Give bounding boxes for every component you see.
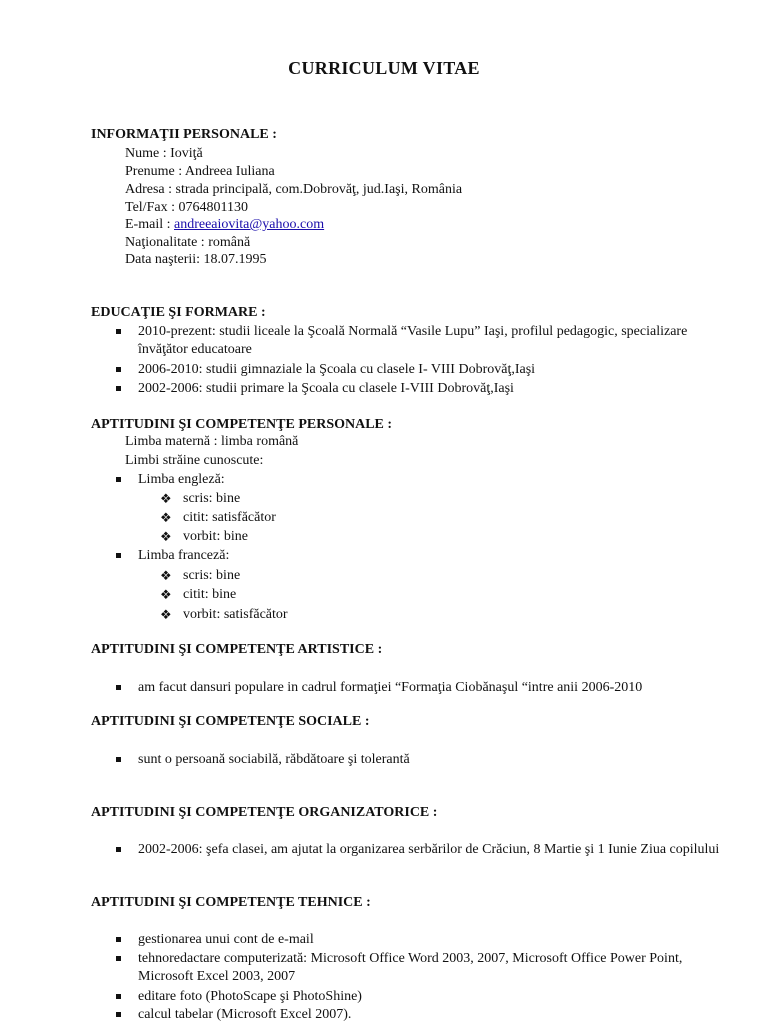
artistic-skills-heading: APTITUDINI ŞI COMPETENŢE ARTISTICE :: [91, 642, 383, 657]
personal-skills-heading: APTITUDINI ŞI COMPETENŢE PERSONALE :: [91, 417, 393, 432]
square-bullet-icon: [116, 847, 121, 852]
social-skills-heading: APTITUDINI ŞI COMPETENŢE SOCIALE :: [91, 714, 370, 729]
list-item: [138, 361, 738, 379]
skill-text: citit: bine: [183, 587, 237, 602]
skill-item: [160, 509, 276, 527]
personal-info-heading: INFORMAŢII PERSONALE :: [91, 127, 277, 142]
language-name: Limba franceză:: [138, 548, 230, 563]
list-item-text: am facut dansuri populare in cadrul formaţiei “Formaţia Ciobănaşul “intre anii 2006-2010: [138, 680, 643, 695]
language-name: Limba engleză:: [138, 472, 225, 487]
square-bullet-icon: [116, 386, 121, 391]
square-bullet-icon: [116, 994, 121, 999]
list-item: [138, 988, 738, 1006]
list-item-text: sunt o persoană sociabilă, răbdătoare şi tolerantă: [138, 752, 410, 767]
list-item: [138, 950, 738, 986]
skill-text: vorbit: bine: [183, 529, 248, 544]
diamond-bullet-icon: ❖: [160, 607, 172, 622]
organizational-skills-heading: APTITUDINI ŞI COMPETENŢE ORGANIZATORICE :: [91, 805, 438, 820]
square-bullet-icon: [116, 956, 121, 961]
list-item-text: tehnoredactare computerizată: Microsoft Office Word 2003, 2007, Microsoft Office Power Point, Microsoft Excel 2003, 2007: [138, 951, 683, 984]
list-item: [138, 841, 738, 859]
square-bullet-icon: [116, 937, 121, 942]
list-item-text: editare foto (PhotoScape şi PhotoShine): [138, 989, 362, 1004]
list-item-text: 2006-2010: studii gimnaziale la Şcoala cu clasele I- VIII Dobrovăţ,Iaşi: [138, 362, 536, 377]
square-bullet-icon: [116, 329, 121, 334]
list-item-text: 2002-2006: studii primare la Şcoala cu clasele I-VIII Dobrovăţ,Iaşi: [138, 381, 514, 396]
list-item: [138, 1006, 738, 1024]
square-bullet-icon: [116, 477, 121, 482]
foreign-languages-label: Limbi străine cunoscute:: [125, 453, 264, 468]
square-bullet-icon: [116, 757, 121, 762]
address-line: Adresa : strada principală, com.Dobrovăţ, jud.Iaşi, România: [125, 182, 463, 197]
skill-item: [160, 586, 237, 604]
education-heading: EDUCAŢIE ŞI FORMARE :: [91, 305, 266, 320]
skill-text: vorbit: satisfăcător: [183, 607, 288, 622]
email-line: [125, 216, 324, 234]
skill-item: [160, 528, 248, 546]
skill-text: scris: bine: [183, 491, 241, 506]
diamond-bullet-icon: ❖: [160, 510, 172, 525]
list-item: [138, 380, 738, 398]
square-bullet-icon: [116, 553, 121, 558]
list-item: [138, 751, 738, 769]
email-link[interactable]: andreeaiovita@yahoo.com: [174, 217, 325, 232]
nationality-line: Naţionalitate : română: [125, 235, 251, 250]
skill-item: [160, 606, 288, 624]
list-item-text: calcul tabelar (Microsoft Excel 2007).: [138, 1007, 352, 1022]
mother-tongue-line: Limba maternă : limba română: [125, 434, 299, 449]
list-item: [138, 931, 738, 949]
skill-item: [160, 490, 241, 508]
skill-text: scris: bine: [183, 568, 241, 583]
diamond-bullet-icon: ❖: [160, 491, 172, 506]
email-label: E-mail :: [125, 217, 174, 232]
document-title: CURRICULUM VITAE: [288, 58, 480, 78]
language-item: [138, 547, 738, 565]
square-bullet-icon: [116, 367, 121, 372]
technical-skills-heading: APTITUDINI ŞI COMPETENŢE TEHNICE :: [91, 895, 371, 910]
list-item-text: gestionarea unui cont de e-mail: [138, 932, 314, 947]
list-item: [138, 323, 738, 359]
first-name-line: Prenume : Andreea Iuliana: [125, 164, 275, 179]
list-item-text: 2002-2006: şefa clasei, am ajutat la organizarea serbărilor de Crăciun, 8 Martie şi 1 Iunie Ziua copilului: [138, 842, 720, 857]
phone-line: Tel/Fax : 0764801130: [125, 200, 248, 215]
square-bullet-icon: [116, 685, 121, 690]
skill-text: citit: satisfăcător: [183, 510, 276, 525]
square-bullet-icon: [116, 1012, 121, 1017]
diamond-bullet-icon: ❖: [160, 568, 172, 583]
name-line: Nume : Ioviţă: [125, 146, 203, 161]
skill-item: [160, 567, 241, 585]
language-item: [138, 471, 738, 489]
birth-date-line: Data naşterii: 18.07.1995: [125, 252, 267, 267]
list-item-text: 2010-prezent: studii liceale la Şcoală Normală “Vasile Lupu” Iaşi, profilul pedagogic, specializare învăţător educatoare: [138, 324, 688, 357]
diamond-bullet-icon: ❖: [160, 587, 172, 602]
list-item: [138, 679, 738, 697]
diamond-bullet-icon: ❖: [160, 529, 172, 544]
